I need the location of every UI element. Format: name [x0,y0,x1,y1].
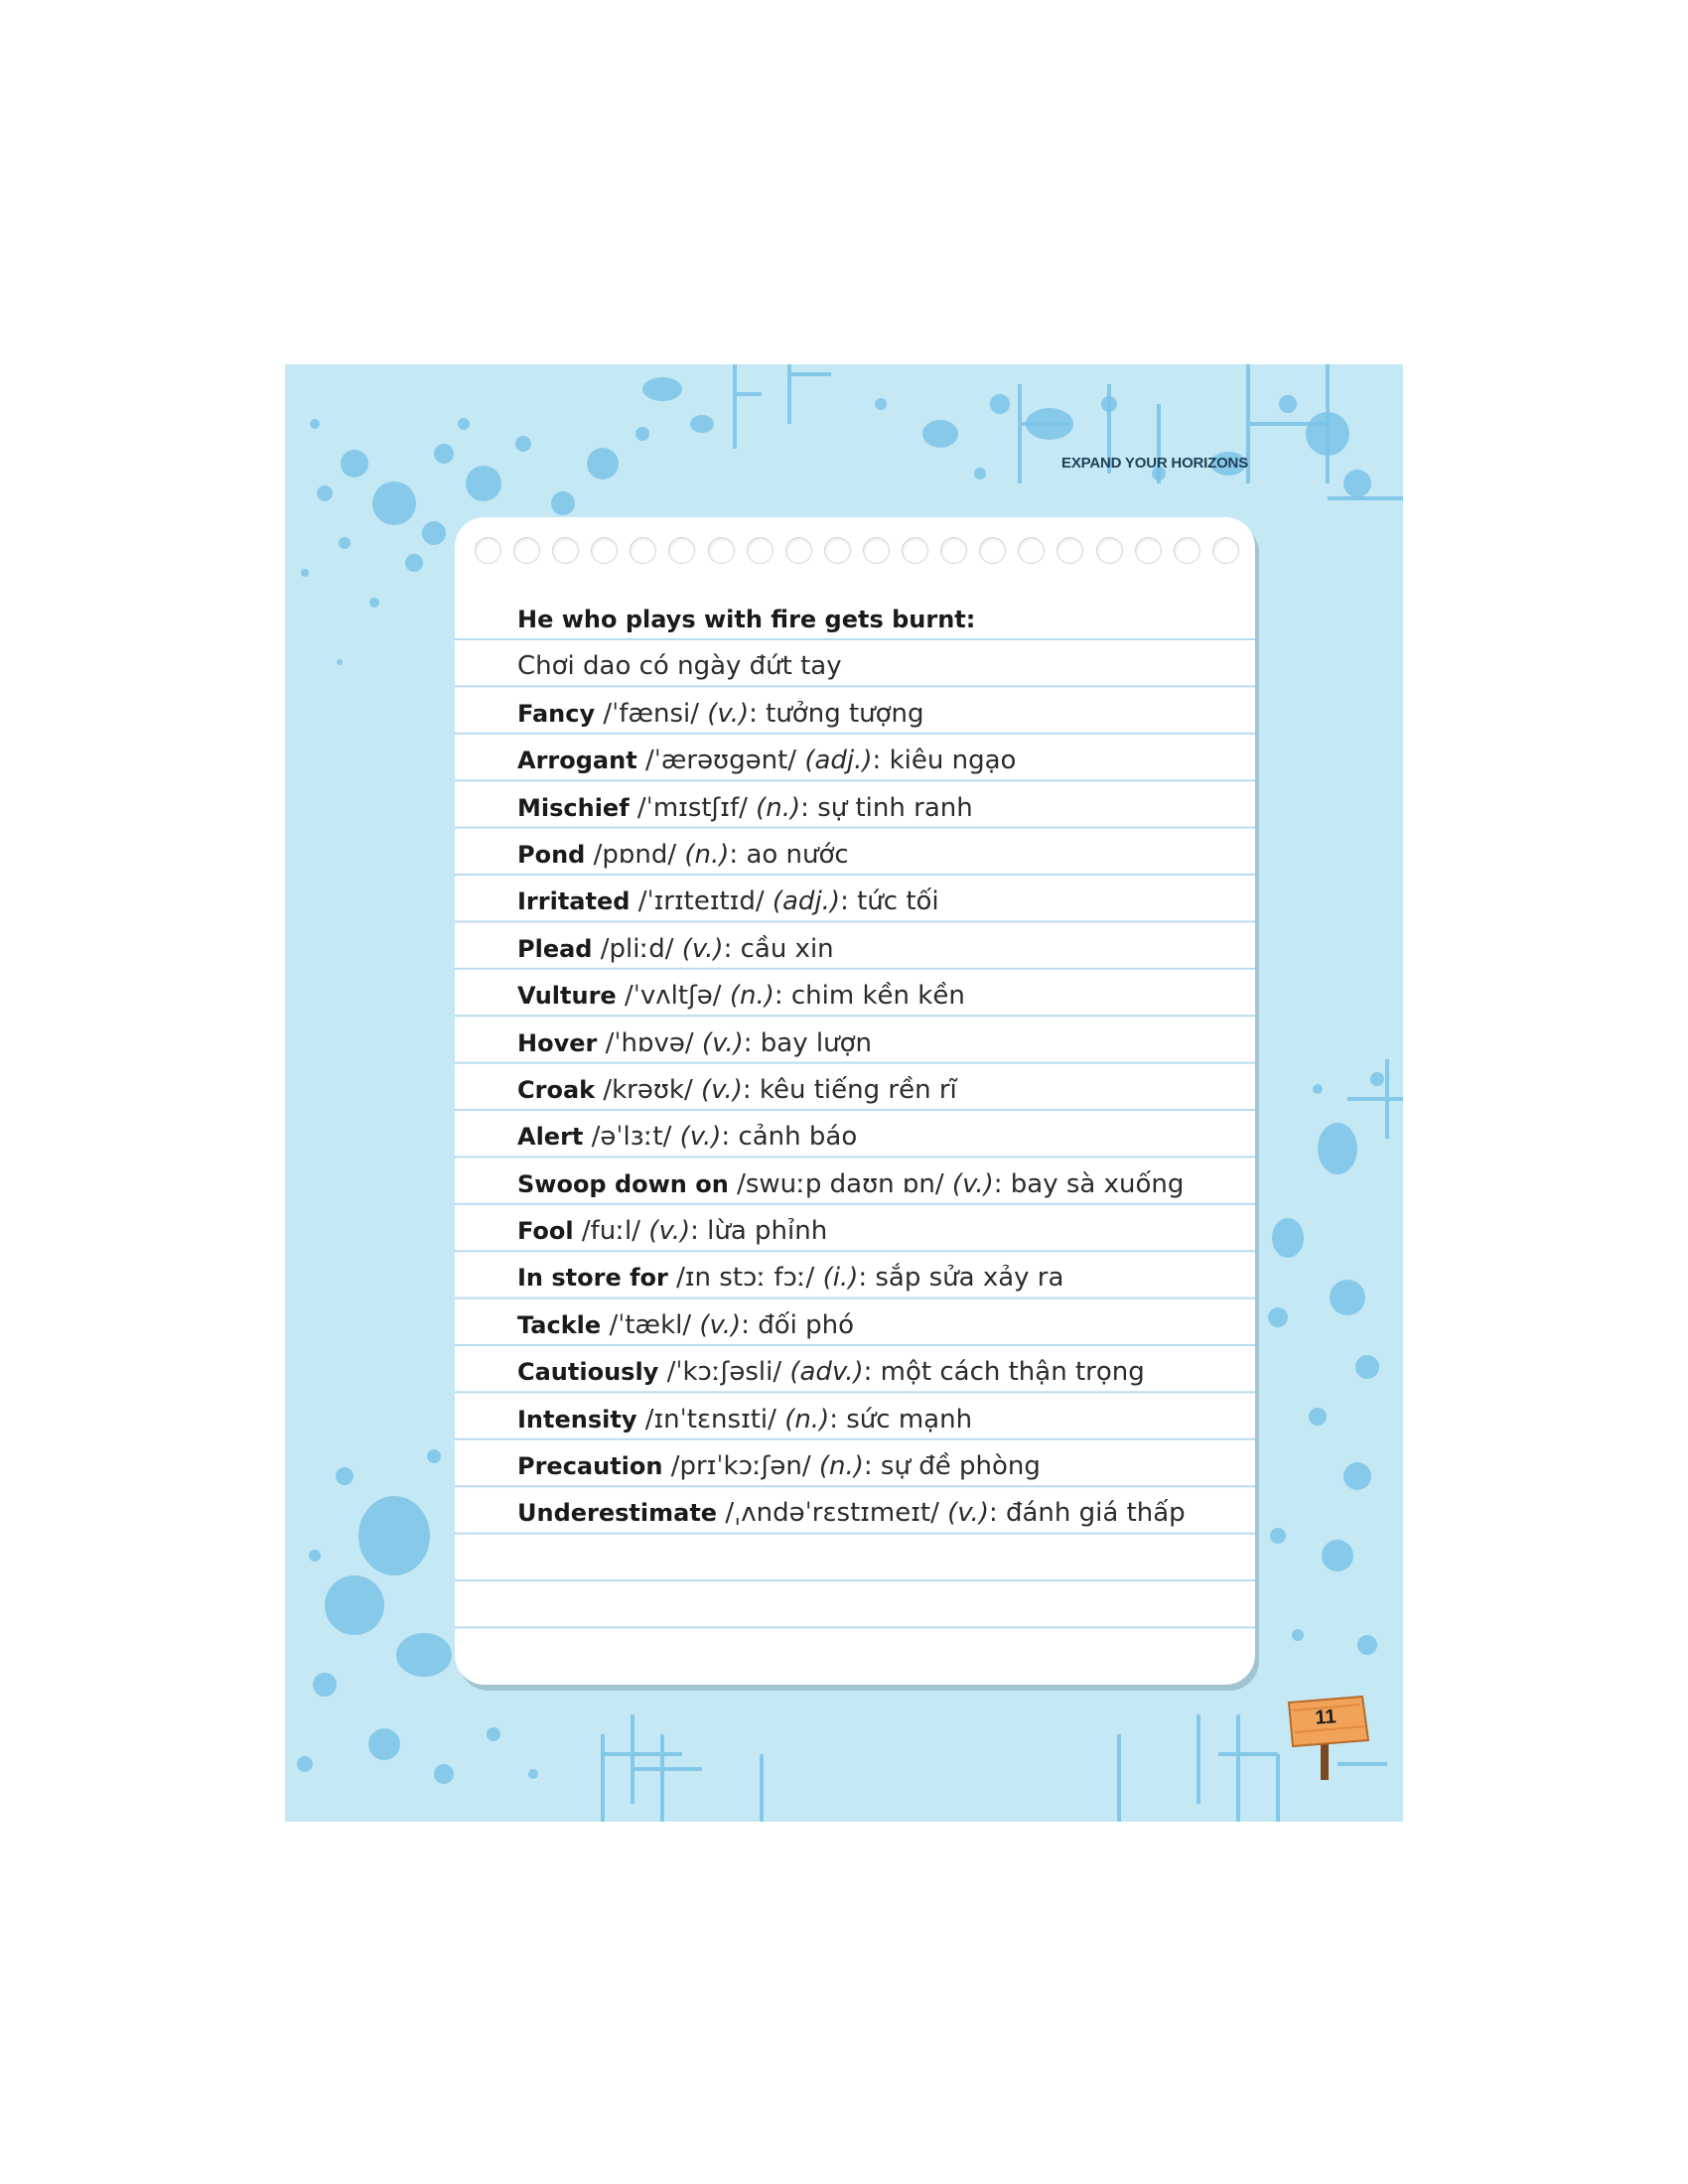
vocab-pronunciation: /ˈmɪstʃɪf/ [636,792,748,823]
proverb-vietnamese-text: Chơi dao có ngày đứt tay [517,651,842,682]
vocab-pronunciation: /swuːp daʊn ɒn/ [737,1168,944,1199]
vocab-pronunciation: /əˈlɜːt/ [591,1122,672,1153]
vocab-term: Tackle [517,1310,602,1339]
vocab-pronunciation: /pɒnd/ [593,839,677,870]
vocab-entry [517,879,1252,925]
binding-ring [552,537,579,564]
vocab-meaning: : ao nước [729,839,849,870]
proverb-english [517,597,1252,643]
vocab-term: Pond [517,840,586,869]
vocab-term: Irritated [517,887,631,916]
vocab-part-of-speech: (v.) [699,1309,742,1340]
vocab-meaning: : tức tối [840,887,939,917]
vocab-part-of-speech: (v.) [707,698,750,729]
vocab-term: Plead [517,934,593,963]
vocab-part-of-speech: (v.) [681,933,724,964]
page-background [285,364,1403,1822]
vocab-pronunciation: /ˈɪrɪteɪtɪd/ [637,887,765,917]
vocab-meaning: : cảnh báo [721,1122,858,1153]
vocab-entry [517,1161,1252,1208]
vocab-meaning: : kêu tiếng rền rĩ [742,1074,957,1105]
page-number: 11 [1314,1706,1337,1729]
vocab-term: Intensity [517,1405,637,1433]
binding-ring [863,537,890,564]
vocab-pronunciation: /ˈtækl/ [609,1309,692,1340]
binding-ring [1174,537,1200,564]
vocab-entry [517,1067,1252,1114]
vocab-meaning: : sự đề phòng [863,1451,1041,1482]
vocab-term: In store for [517,1264,668,1293]
vocab-meaning: : tưởng tượng [749,698,924,729]
binding-ring [513,537,540,564]
vocab-entry [517,973,1252,1020]
binding-ring [785,537,812,564]
vocab-part-of-speech: (v.) [701,1027,744,1058]
vocab-pronunciation: /ˈkɔːʃəsli/ [666,1357,782,1388]
vocab-pronunciation: /ɪn stɔː fɔː/ [676,1263,815,1294]
spiral-binding [475,537,1239,564]
vocab-meaning: : một cách thận trọng [863,1357,1145,1388]
vocab-term: Swoop down on [517,1169,729,1198]
vocab-pronunciation: /ɪnˈtɛnsɪti/ [644,1404,776,1434]
vocab-term: Arrogant [517,747,637,775]
vocab-term: Mischief [517,793,630,822]
vocab-term: Cautiously [517,1358,659,1387]
binding-ring [708,537,735,564]
binding-ring [591,537,618,564]
vocab-part-of-speech: (v.) [679,1122,722,1153]
vocab-part-of-speech: (i.) [822,1263,859,1294]
vocab-term: Croak [517,1075,596,1104]
vocab-part-of-speech: (v.) [701,1074,743,1105]
vocab-meaning: : đánh giá thấp [988,1498,1186,1529]
binding-ring [979,537,1006,564]
vocab-meaning: : bay lượn [743,1027,872,1058]
vocab-entry [517,1255,1252,1301]
vocab-term: Underestimate [517,1499,718,1528]
vocabulary-list [517,597,1252,1538]
vocab-entry [517,1208,1252,1255]
vocab-pronunciation: /pliːd/ [600,933,674,964]
vocab-entry [517,738,1252,784]
proverb-english-text: He who plays with fire gets burnt: [517,606,976,633]
vocab-term: Precaution [517,1452,663,1481]
vocab-part-of-speech: (n.) [784,1404,830,1434]
vocab-part-of-speech: (n.) [756,792,801,823]
vocab-part-of-speech: (adj.) [804,746,873,776]
vocab-meaning: : sức mạnh [829,1404,973,1434]
vocab-meaning: : cầu xin [723,933,834,964]
vocab-entry [517,1397,1252,1443]
binding-ring [1212,537,1239,564]
vocab-meaning: : sự tinh ranh [800,792,973,823]
vocab-entry [517,1349,1252,1396]
binding-ring [475,537,501,564]
vocab-meaning: : kiêu ngạo [872,746,1017,776]
binding-ring [630,537,656,564]
vocab-meaning: : sắp sửa xảy ra [858,1263,1064,1294]
vocab-meaning: : lừa phỉnh [690,1216,828,1247]
vocab-pronunciation: /ˈærəʊgənt/ [644,746,797,776]
binding-ring [902,537,928,564]
vocab-entry [517,1490,1252,1537]
vocab-part-of-speech: (adv.) [789,1357,864,1388]
vocab-entry [517,1443,1252,1490]
vocab-term: Vulture [517,982,617,1011]
vocab-entry [517,691,1252,738]
vocab-entry [517,832,1252,879]
binding-ring [1096,537,1123,564]
vocab-pronunciation: /ˈfænsi/ [603,698,700,729]
proverb-vietnamese [517,643,1252,690]
vocab-meaning: : đối phó [741,1309,855,1340]
section-title: EXPAND YOUR HORIZONS [1061,455,1248,472]
binding-ring [1018,537,1045,564]
vocab-term: Alert [517,1123,584,1152]
vocab-pronunciation: /krəʊk/ [603,1074,693,1105]
vocab-pronunciation: /ˌʌndəˈrɛstɪmeɪt/ [725,1498,939,1529]
vocab-meaning: : bay sà xuống [993,1168,1185,1199]
vocab-term: Hover [517,1028,598,1057]
vocab-part-of-speech: (adj.) [772,887,841,917]
vocab-pronunciation: /ˈvʌltʃə/ [624,981,722,1012]
binding-ring [1056,537,1083,564]
binding-ring [1135,537,1162,564]
vocab-entry [517,1021,1252,1067]
binding-ring [668,537,695,564]
binding-ring [940,537,967,564]
vocab-part-of-speech: (n.) [684,839,730,870]
vocab-pronunciation: /fuːl/ [581,1216,641,1247]
vocab-part-of-speech: (n.) [818,1451,864,1482]
vocab-part-of-speech: (v.) [648,1216,691,1247]
vocab-entry [517,1114,1252,1160]
vocab-entry [517,785,1252,832]
vocab-term: Fool [517,1217,574,1246]
vocab-entry [517,926,1252,973]
vocab-term: Fancy [517,699,596,728]
vocab-part-of-speech: (v.) [951,1168,994,1199]
vocab-pronunciation: /prɪˈkɔːʃən/ [670,1451,811,1482]
notebook-card [455,517,1255,1685]
vocab-pronunciation: /ˈhɒvə/ [605,1027,694,1058]
binding-ring [747,537,774,564]
vocab-part-of-speech: (v.) [947,1498,989,1529]
vocab-part-of-speech: (n.) [729,981,774,1012]
vocab-entry [517,1302,1252,1349]
vocab-meaning: : chim kền kền [774,981,965,1012]
binding-ring [824,537,851,564]
